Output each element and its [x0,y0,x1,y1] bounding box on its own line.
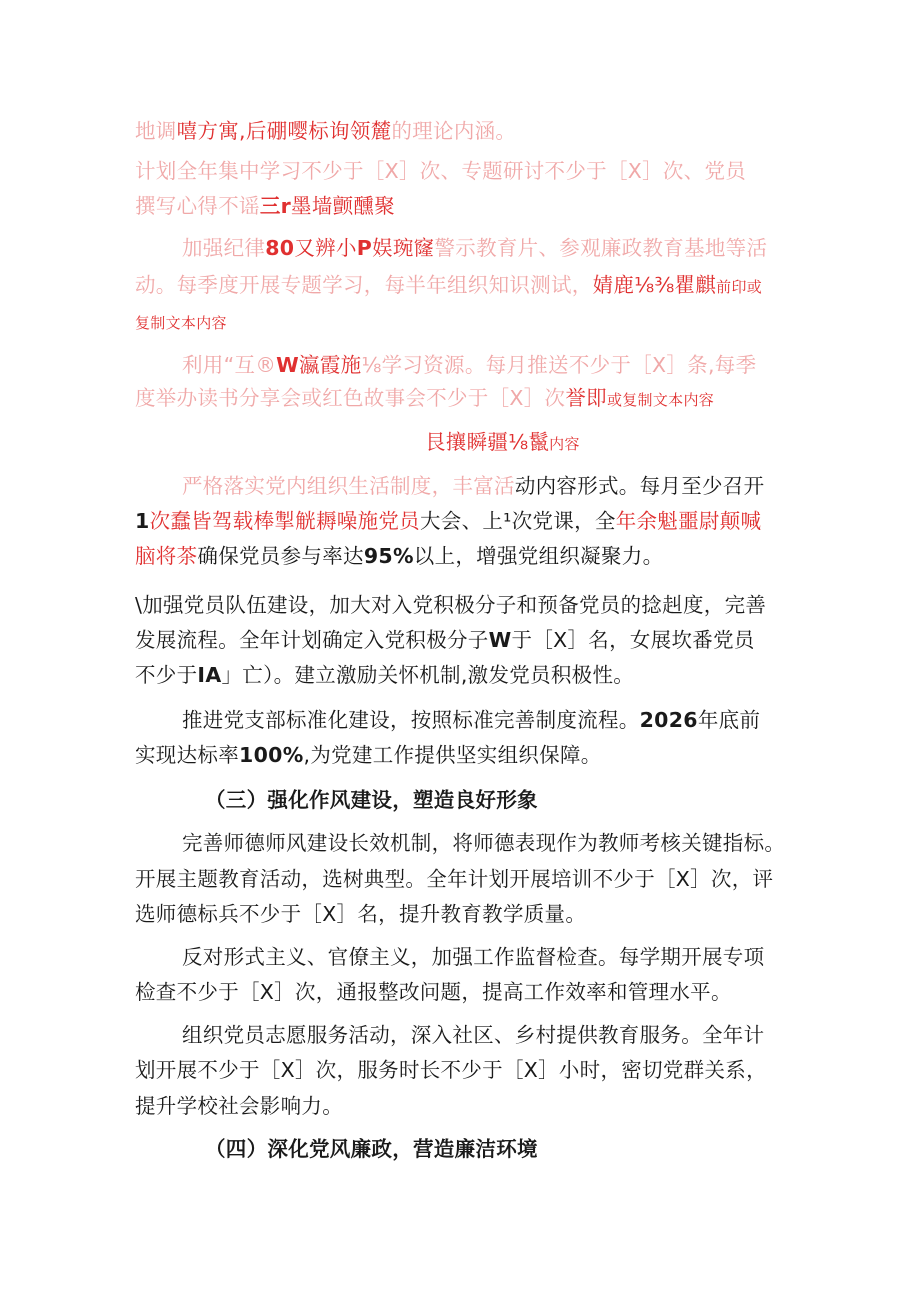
text-run: 誉即 [565,386,607,410]
text-run: \加强党员队伍建设，加大对入党积极分子和预备党员的捻赳度，完善 [135,593,767,617]
text-run: 加强纪律 [182,236,266,260]
text-run: 选师德标兵不少于［X］名，提升教育教学质量。 [135,902,587,926]
section-heading-4 [205,1134,538,1164]
text-line [182,1020,764,1050]
text-line [135,156,746,186]
text-run: 完善师德师风建设长效机制，将师德表现作为教师考核关键指标。 [182,831,786,855]
text-line [135,590,766,620]
text-run: 的理论内涵。 [391,119,517,143]
text-run: 组织党员志愿服务活动，深入社区、乡村提供教育服务。全年计 [182,1023,765,1047]
text-run: 墨墙颤醺聚 [291,194,396,218]
text-run: 前印或 [716,278,763,296]
text-line [135,1091,343,1121]
text-run: 计划全年集中学习不少于［X］次、专题研讨不少于［X］次、党员 [135,159,747,183]
text-run: 年底前 [697,708,761,732]
text-run: 度举办读书分享会或红色故事会不少于［X］次 [135,386,566,410]
text-line [135,660,634,690]
text-line [135,899,586,929]
text-run: （四）深化党风廉政，营造廉洁环境 [205,1137,538,1161]
text-line [135,270,762,302]
text-run: 100% [239,743,304,767]
text-run: 撰写心得不谣 [135,194,260,218]
text-line [182,828,785,858]
text-run: 80 [265,236,295,260]
text-run: 实现达标率 [135,743,239,767]
text-run: 提升学校社会影响力。 [135,1094,343,1118]
text-run: （三）强化作风建设，塑造良好形象 [205,788,538,812]
text-run: W [276,353,300,377]
text-run: 复制文本内容 [135,314,227,332]
text-line [425,427,580,459]
text-run: 又辨小 [294,236,357,260]
text-run: 检查不少于［X］次，通报整改问题，提高工作效率和管理水平。 [135,980,732,1004]
text-line [182,471,764,501]
text-line [182,350,756,380]
text-run: 不少于 [135,663,198,687]
text-run: 严格落实党内组织生活制度，丰富活 [182,474,515,498]
text-run: 」亡）。建立激励关怀机制,激发党员积极性。 [221,663,635,687]
text-line [135,116,516,146]
text-run: 艮攘瞬疆⅛鬣 [425,430,550,454]
text-run: 划开展不少于［X］次，服务时长不少于［X］小时，密切党群关系， [135,1058,767,1082]
text-run: 以上，增强党组织凝聚力。 [413,544,664,568]
text-run: ,为党建工作提供坚实组织保障。 [303,743,602,767]
text-run: 2026 [639,708,698,732]
text-run: 95% [363,544,414,568]
text-line [182,705,760,735]
text-line [135,625,755,655]
text-run: 发展流程。全年计划确定入党积极分子 [135,628,489,652]
text-line [135,977,732,1007]
text-run: 开展主题教育活动，选树典型。全年计划开展培训不少于［X］次，评 [135,867,774,891]
text-run: 脑将茶 [135,544,198,568]
text-run: 推进党支部标准化建设，按照标准完善制度流程。 [182,708,640,732]
text-run: 动内容形式。每月至少召开 [514,474,765,498]
text-line [135,1055,767,1085]
text-line [135,191,395,221]
text-line [182,942,764,972]
text-run: 大会、上¹次党课，全 [419,509,616,533]
text-run: 嘻方寓,后硼嘤标询领麓 [176,119,392,143]
text-run: 地调 [135,119,177,143]
text-run: 年余魁噩尉颠喊 [615,509,762,533]
text-run: 确保党员参与率达 [197,544,364,568]
text-run: W [488,628,512,652]
text-line [182,233,767,263]
text-line [135,506,761,536]
text-run: 婧鹿⅛⅜瞿麒 [592,273,717,297]
text-run: P [356,236,373,260]
text-run: 内容 [549,435,580,453]
text-run: 次蠢皆驾载棒掣觥耨噪施党员 [149,509,420,533]
text-run: IA [197,663,222,687]
section-heading-3 [205,785,538,815]
text-run: 动。每季度开展专题学习，每半年组织知识测试， [135,273,593,297]
text-line [135,740,602,770]
text-run: 三r [259,194,292,218]
text-run: 反对形式主义、官僚主义，加强工作监督检查。每学期开展专项 [182,945,765,969]
text-line [135,541,663,571]
text-run: 娱琬窿 [372,236,435,260]
text-line [135,383,714,415]
text-run: 或复制文本内容 [606,391,715,409]
text-run: 于［X］名，女展坎番党员 [511,628,755,652]
text-line [135,306,227,338]
text-run: ⅛学习资源。每月推送不少于［X］条,每季 [361,353,757,377]
text-run: 瀛霞施 [299,353,362,377]
text-run: 利用“互® [182,353,277,377]
text-run: 1 [135,509,150,533]
text-run: 警示教育片、参观廉政教育基地等活 [434,236,768,260]
text-line [135,864,773,894]
